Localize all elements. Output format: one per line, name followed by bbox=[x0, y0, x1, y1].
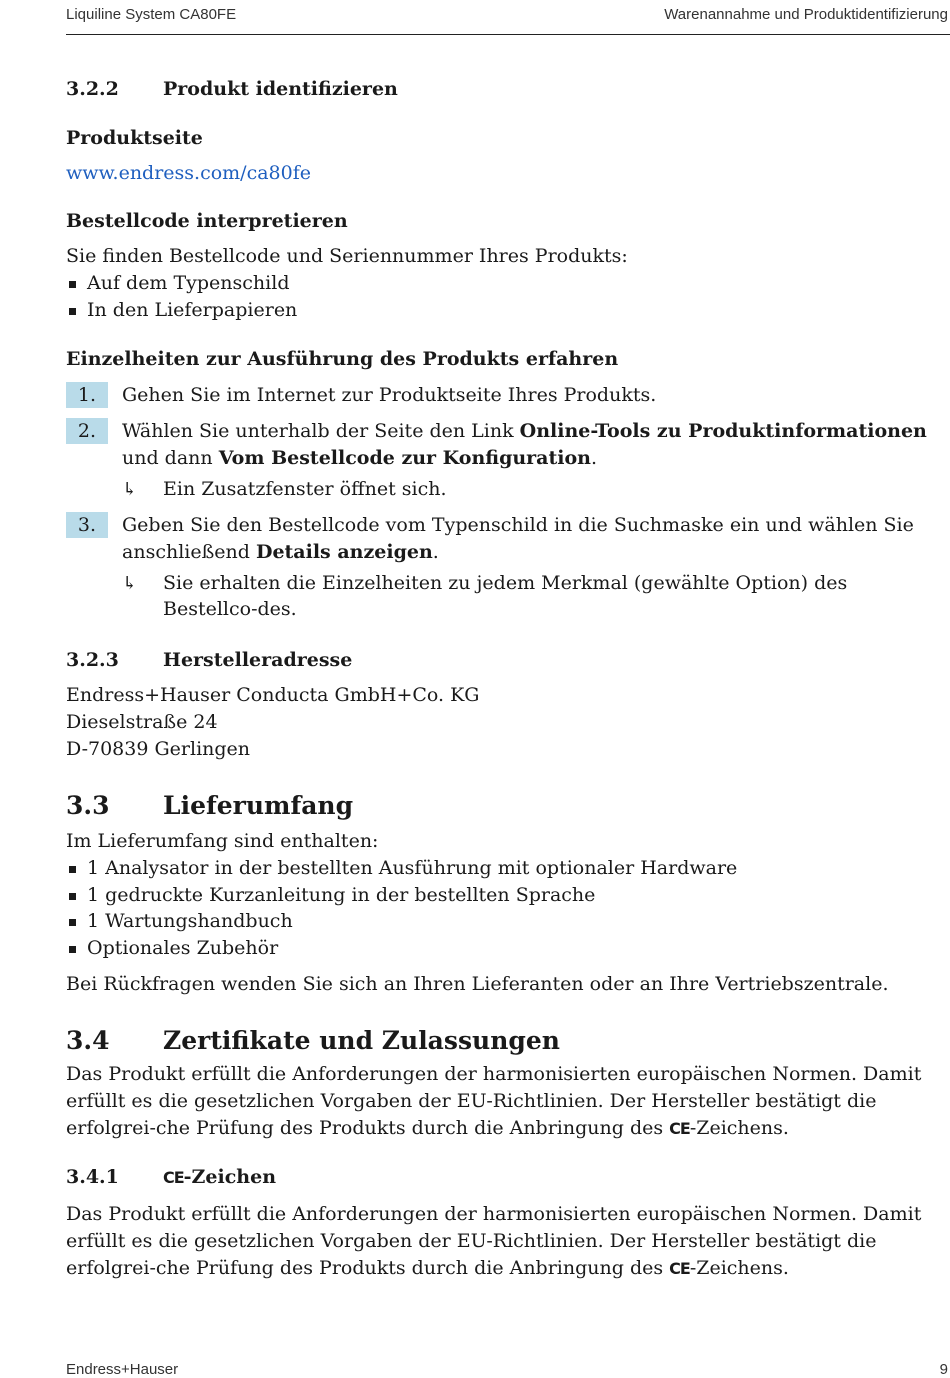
header-product-name: Liquiline System CA80FE bbox=[66, 6, 237, 23]
ce-mark-icon: CE bbox=[669, 1119, 690, 1138]
step-text: Wählen Sie unterhalb der Seite den Link Online-Tools zu Produktinformationen und dann Vom Bestellcode zur Konfiguration. bbox=[122, 420, 927, 469]
footer-brand: Endress+Hauser bbox=[66, 1361, 179, 1378]
step-number: 3. bbox=[66, 512, 108, 538]
section-title: CE-Zeichen bbox=[163, 1166, 277, 1188]
section-number: 3.2.2 bbox=[66, 78, 119, 100]
section-number: 3.2.3 bbox=[66, 649, 119, 671]
produktseite-heading: Produktseite bbox=[66, 127, 203, 149]
section-number: 3.4.1 bbox=[66, 1166, 119, 1188]
page-content bbox=[66, 76, 936, 1282]
lieferumfang-outro: Bei Rückfragen wenden Sie sich an Ihren Lieferanten oder an Ihre Vertriebszentrale. bbox=[66, 973, 889, 995]
section-title: Herstelleradresse bbox=[163, 649, 353, 671]
header-rule bbox=[66, 34, 950, 35]
list-item: 1 Wartungshandbuch bbox=[66, 908, 936, 935]
lieferumfang-intro: Im Lieferumfang sind enthalten: bbox=[66, 830, 379, 852]
section-3-2-3-heading bbox=[66, 647, 936, 673]
section-title: Produkt identifizieren bbox=[163, 78, 398, 100]
button-name-details-anzeigen: Details anzeigen bbox=[255, 541, 433, 563]
result-text: Sie erhalten die Einzelheiten zu jedem Merkmal (gewählte Option) des Bestellco-des. bbox=[163, 572, 848, 620]
link-name-konfiguration: Vom Bestellcode zur Konfiguration bbox=[218, 447, 591, 469]
einzelheiten-heading: Einzelheiten zur Ausführung des Produkts erfahren bbox=[66, 348, 619, 370]
step-1 bbox=[66, 382, 936, 409]
ce-mark-icon: CE bbox=[163, 1168, 184, 1187]
section-3-2-2-heading bbox=[66, 76, 936, 102]
section-number: 3.3 bbox=[66, 791, 110, 820]
section-number: 3.4 bbox=[66, 1026, 110, 1055]
section-3-3-heading bbox=[66, 790, 936, 822]
product-page-link[interactable]: www.endress.com/ca80fe bbox=[66, 162, 312, 184]
lieferumfang-list bbox=[66, 855, 936, 961]
step-text: Geben Sie den Bestellcode vom Typenschild in die Suchmaske ein und wählen Sie anschließend Details anzeigen. bbox=[122, 514, 914, 563]
step-number: 1. bbox=[66, 382, 108, 408]
result-text: Ein Zusatzfenster öffnet sich. bbox=[163, 478, 447, 500]
result-arrow-icon: ↳ bbox=[122, 479, 138, 500]
step-2 bbox=[66, 418, 936, 472]
address-line: Endress+Hauser Conducta GmbH+Co. KG bbox=[66, 684, 480, 706]
section-title: Lieferumfang bbox=[163, 791, 354, 820]
bestellcode-heading: Bestellcode interpretieren bbox=[66, 210, 348, 232]
list-item: 1 Analysator in der bestellten Ausführung mit optionaler Hardware bbox=[66, 855, 936, 882]
list-item: In den Lieferpapieren bbox=[66, 297, 936, 324]
ce-zeichen-paragraph: Das Produkt erfüllt die Anforderungen der harmonisierten europäischen Normen. Damit erfüllt es die gesetzlichen Vorgaben der EU-Richtlinien. Der Hersteller bestätigt die erfolgrei-che Prüfung des Produkts durch die Anbringung des CE-Zeichens. bbox=[66, 1203, 922, 1279]
zertifikate-paragraph: Das Produkt erfüllt die Anforderungen der harmonisierten europäischen Normen. Damit erfüllt es die gesetzlichen Vorgaben der EU-Richtlinien. Der Hersteller bestätigt die erfolgrei-che Prüfung des Produkts durch die Anbringung des CE-Zeichens. bbox=[66, 1063, 922, 1139]
section-3-4-1-heading bbox=[66, 1164, 936, 1191]
bestellcode-list bbox=[66, 270, 936, 323]
step-2-result bbox=[122, 476, 936, 503]
step-number: 2. bbox=[66, 418, 108, 444]
list-item: Optionales Zubehör bbox=[66, 935, 936, 962]
header-chapter-title: Warenannahme und Produktidentifizierung bbox=[664, 6, 948, 23]
section-title: Zertifikate und Zulassungen bbox=[163, 1026, 560, 1055]
section-3-4-heading bbox=[66, 1025, 936, 1057]
address-line: Dieselstraße 24 bbox=[66, 711, 218, 733]
step-3-result bbox=[122, 570, 936, 622]
step-text: Gehen Sie im Internet zur Produktseite Ihres Produkts. bbox=[122, 384, 657, 406]
result-arrow-icon: ↳ bbox=[122, 573, 138, 594]
link-name-online-tools: Online-Tools zu Produktinformationen bbox=[519, 420, 927, 442]
step-3 bbox=[66, 512, 936, 566]
bestellcode-intro: Sie finden Bestellcode und Seriennummer Ihres Produkts: bbox=[66, 245, 628, 267]
manufacturer-address bbox=[66, 682, 936, 763]
list-item: Auf dem Typenschild bbox=[66, 270, 936, 297]
ce-mark-icon: CE bbox=[669, 1259, 690, 1278]
address-line: D-70839 Gerlingen bbox=[66, 738, 251, 760]
list-item: 1 gedruckte Kurzanleitung in der bestellten Sprache bbox=[66, 882, 936, 909]
page-number: 9 bbox=[939, 1361, 948, 1378]
